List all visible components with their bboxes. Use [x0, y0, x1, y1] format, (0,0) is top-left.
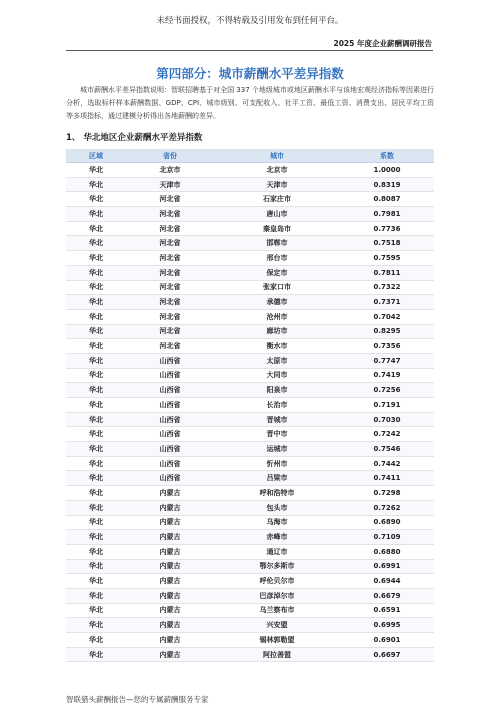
cell-coefficient: 0.7811	[340, 265, 434, 280]
cell-city: 乌海市	[214, 515, 340, 530]
cell-city: 长治市	[214, 398, 340, 413]
table-body	[66, 163, 434, 662]
table-row	[66, 618, 434, 633]
cell-region: 华北	[66, 236, 126, 251]
cell-city: 衡水市	[214, 339, 340, 354]
cell-region: 华北	[66, 559, 126, 574]
cell-city: 兴安盟	[214, 618, 340, 633]
cell-region: 华北	[66, 486, 126, 501]
header-coefficient: 系数	[340, 149, 434, 163]
cell-coefficient: 1.0000	[340, 163, 434, 178]
cell-province: 河北省	[126, 324, 214, 339]
cell-city: 呼和浩特市	[214, 486, 340, 501]
cell-region: 华北	[66, 163, 126, 178]
table-row	[66, 588, 434, 603]
cell-province: 内蒙古	[126, 530, 214, 545]
table-row	[66, 398, 434, 413]
table-row	[66, 163, 434, 178]
cell-region: 华北	[66, 603, 126, 618]
cell-region: 华北	[66, 368, 126, 383]
cell-city: 运城市	[214, 442, 340, 457]
cell-region: 华北	[66, 530, 126, 545]
cell-province: 河北省	[126, 207, 214, 222]
section-heading: 第四部分：城市薪酬水平差异指数	[156, 66, 344, 81]
header-province: 省份	[126, 149, 214, 163]
cell-city: 吕梁市	[214, 471, 340, 486]
table-row	[66, 471, 434, 486]
table-row	[66, 647, 434, 662]
cell-city: 通辽市	[214, 544, 340, 559]
cell-coefficient: 0.7411	[340, 471, 434, 486]
header-region: 区域	[66, 149, 126, 163]
cell-province: 河北省	[126, 192, 214, 207]
cell-city: 巴彦淖尔市	[214, 588, 340, 603]
table-row	[66, 295, 434, 310]
table-row	[66, 500, 434, 515]
cell-city: 邯郸市	[214, 236, 340, 251]
cell-city: 邢台市	[214, 251, 340, 266]
cell-city: 张家口市	[214, 280, 340, 295]
cell-coefficient: 0.7322	[340, 280, 434, 295]
cell-coefficient: 0.7518	[340, 236, 434, 251]
cell-province: 内蒙古	[126, 588, 214, 603]
cell-province: 北京市	[126, 163, 214, 178]
cell-region: 华北	[66, 427, 126, 442]
cell-coefficient: 0.6944	[340, 574, 434, 589]
cell-province: 河北省	[126, 236, 214, 251]
cell-city: 保定市	[214, 265, 340, 280]
sub-heading: 1、 华北地区企业薪酬水平差异指数	[66, 133, 203, 143]
cell-region: 华北	[66, 500, 126, 515]
table-row	[66, 236, 434, 251]
cell-province: 内蒙古	[126, 544, 214, 559]
cell-coefficient: 0.7242	[340, 427, 434, 442]
cell-region: 华北	[66, 221, 126, 236]
cell-region: 华北	[66, 207, 126, 222]
cell-region: 华北	[66, 339, 126, 354]
cell-city: 阿拉善盟	[214, 647, 340, 662]
cell-region: 华北	[66, 192, 126, 207]
table-row	[66, 633, 434, 648]
copyright-notice: 未经书面授权，不得转载及引用发布到任何平台。	[156, 16, 344, 26]
cell-coefficient: 0.7298	[340, 486, 434, 501]
cell-province: 河北省	[126, 309, 214, 324]
cell-coefficient: 0.6591	[340, 603, 434, 618]
table-row	[66, 383, 434, 398]
table-row	[66, 207, 434, 222]
cell-region: 华北	[66, 647, 126, 662]
table-row	[66, 192, 434, 207]
header-city: 城市	[214, 149, 340, 163]
table-row	[66, 309, 434, 324]
cell-province: 山西省	[126, 471, 214, 486]
cell-coefficient: 0.8087	[340, 192, 434, 207]
cell-city: 乌兰察布市	[214, 603, 340, 618]
intro-paragraph: 城市薪酬水平差异指数说明：智联招聘基于对全国 337 个地级城市或地区薪酬水平与该地宏观经济指标等因素进行分析，选取标杆样本薪酬数据、GDP、CPI、城市级别、可支配收入、社平工资、最低工资、消费支出、居民平均工资等多项指标，通过建模分析得出各地薪酬的差异。	[66, 86, 434, 120]
cell-province: 山西省	[126, 456, 214, 471]
table-row	[66, 603, 434, 618]
table-row	[66, 456, 434, 471]
cell-coefficient: 0.7262	[340, 500, 434, 515]
table-row	[66, 339, 434, 354]
cell-region: 华北	[66, 295, 126, 310]
cell-city: 晋城市	[214, 412, 340, 427]
cell-province: 河北省	[126, 280, 214, 295]
cell-city: 阳泉市	[214, 383, 340, 398]
table-row	[66, 427, 434, 442]
table-row	[66, 559, 434, 574]
cell-city: 沧州市	[214, 309, 340, 324]
table-row	[66, 251, 434, 266]
cell-province: 河北省	[126, 339, 214, 354]
cell-coefficient: 0.6697	[340, 647, 434, 662]
cell-coefficient: 0.6901	[340, 633, 434, 648]
cell-province: 内蒙古	[126, 574, 214, 589]
cell-coefficient: 0.7030	[340, 412, 434, 427]
table-header-row	[66, 149, 434, 163]
cell-city: 天津市	[214, 177, 340, 192]
cell-region: 华北	[66, 456, 126, 471]
cell-coefficient: 0.8295	[340, 324, 434, 339]
cell-coefficient: 0.7191	[340, 398, 434, 413]
table-row	[66, 221, 434, 236]
cell-city: 呼伦贝尔市	[214, 574, 340, 589]
cell-region: 华北	[66, 633, 126, 648]
cell-coefficient: 0.7419	[340, 368, 434, 383]
cell-region: 华北	[66, 353, 126, 368]
report-title: 2025 年度企业薪酬调研报告	[333, 39, 432, 48]
cell-province: 天津市	[126, 177, 214, 192]
table-row	[66, 486, 434, 501]
cell-city: 秦皇岛市	[214, 221, 340, 236]
cell-region: 华北	[66, 618, 126, 633]
cell-region: 华北	[66, 574, 126, 589]
cell-region: 华北	[66, 515, 126, 530]
footer-text: 智联猎头薪酬报告—您的专属薪酬服务专家	[66, 695, 209, 704]
cell-region: 华北	[66, 471, 126, 486]
cell-city: 晋中市	[214, 427, 340, 442]
cell-city: 赤峰市	[214, 530, 340, 545]
table-row	[66, 412, 434, 427]
cell-coefficient: 0.6679	[340, 588, 434, 603]
cell-city: 北京市	[214, 163, 340, 178]
cell-region: 华北	[66, 588, 126, 603]
cell-region: 华北	[66, 280, 126, 295]
table-row	[66, 515, 434, 530]
cell-province: 山西省	[126, 442, 214, 457]
cell-region: 华北	[66, 324, 126, 339]
cell-region: 华北	[66, 383, 126, 398]
table-row	[66, 177, 434, 192]
cell-province: 河北省	[126, 251, 214, 266]
cell-region: 华北	[66, 442, 126, 457]
cell-coefficient: 0.6991	[340, 559, 434, 574]
table-row	[66, 353, 434, 368]
table-row	[66, 574, 434, 589]
cell-city: 唐山市	[214, 207, 340, 222]
cell-coefficient: 0.7595	[340, 251, 434, 266]
cell-coefficient: 0.7546	[340, 442, 434, 457]
cell-coefficient: 0.7442	[340, 456, 434, 471]
cell-city: 锡林郭勒盟	[214, 633, 340, 648]
cell-city: 石家庄市	[214, 192, 340, 207]
cell-city: 大同市	[214, 368, 340, 383]
cell-province: 内蒙古	[126, 603, 214, 618]
cell-region: 华北	[66, 251, 126, 266]
cell-province: 内蒙古	[126, 633, 214, 648]
cell-coefficient: 0.6995	[340, 618, 434, 633]
cell-province: 内蒙古	[126, 647, 214, 662]
cell-province: 内蒙古	[126, 515, 214, 530]
salary-index-table	[66, 149, 434, 662]
cell-province: 河北省	[126, 265, 214, 280]
cell-province: 内蒙古	[126, 486, 214, 501]
table-row	[66, 442, 434, 457]
table-row	[66, 265, 434, 280]
cell-province: 河北省	[126, 221, 214, 236]
cell-city: 承德市	[214, 295, 340, 310]
cell-region: 华北	[66, 177, 126, 192]
cell-province: 山西省	[126, 353, 214, 368]
salary-index-table-container	[66, 149, 434, 662]
cell-coefficient: 0.7736	[340, 221, 434, 236]
cell-city: 廊坊市	[214, 324, 340, 339]
cell-coefficient: 0.7371	[340, 295, 434, 310]
cell-coefficient: 0.7256	[340, 383, 434, 398]
cell-city: 包头市	[214, 500, 340, 515]
cell-region: 华北	[66, 398, 126, 413]
table-row	[66, 544, 434, 559]
cell-coefficient: 0.7747	[340, 353, 434, 368]
cell-city: 太原市	[214, 353, 340, 368]
cell-province: 河北省	[126, 295, 214, 310]
header-divider	[66, 50, 433, 51]
cell-coefficient: 0.7042	[340, 309, 434, 324]
cell-city: 忻州市	[214, 456, 340, 471]
table-row	[66, 368, 434, 383]
cell-coefficient: 0.7356	[340, 339, 434, 354]
cell-province: 山西省	[126, 427, 214, 442]
table-row	[66, 530, 434, 545]
cell-coefficient: 0.6890	[340, 515, 434, 530]
cell-coefficient: 0.7981	[340, 207, 434, 222]
cell-city: 鄂尔多斯市	[214, 559, 340, 574]
cell-coefficient: 0.7109	[340, 530, 434, 545]
cell-region: 华北	[66, 412, 126, 427]
cell-province: 山西省	[126, 368, 214, 383]
cell-region: 华北	[66, 544, 126, 559]
cell-province: 山西省	[126, 398, 214, 413]
cell-coefficient: 0.8319	[340, 177, 434, 192]
cell-province: 内蒙古	[126, 618, 214, 633]
cell-region: 华北	[66, 265, 126, 280]
table-row	[66, 280, 434, 295]
cell-province: 内蒙古	[126, 559, 214, 574]
cell-province: 内蒙古	[126, 500, 214, 515]
cell-province: 山西省	[126, 412, 214, 427]
cell-region: 华北	[66, 309, 126, 324]
table-row	[66, 324, 434, 339]
cell-coefficient: 0.6880	[340, 544, 434, 559]
cell-province: 山西省	[126, 383, 214, 398]
